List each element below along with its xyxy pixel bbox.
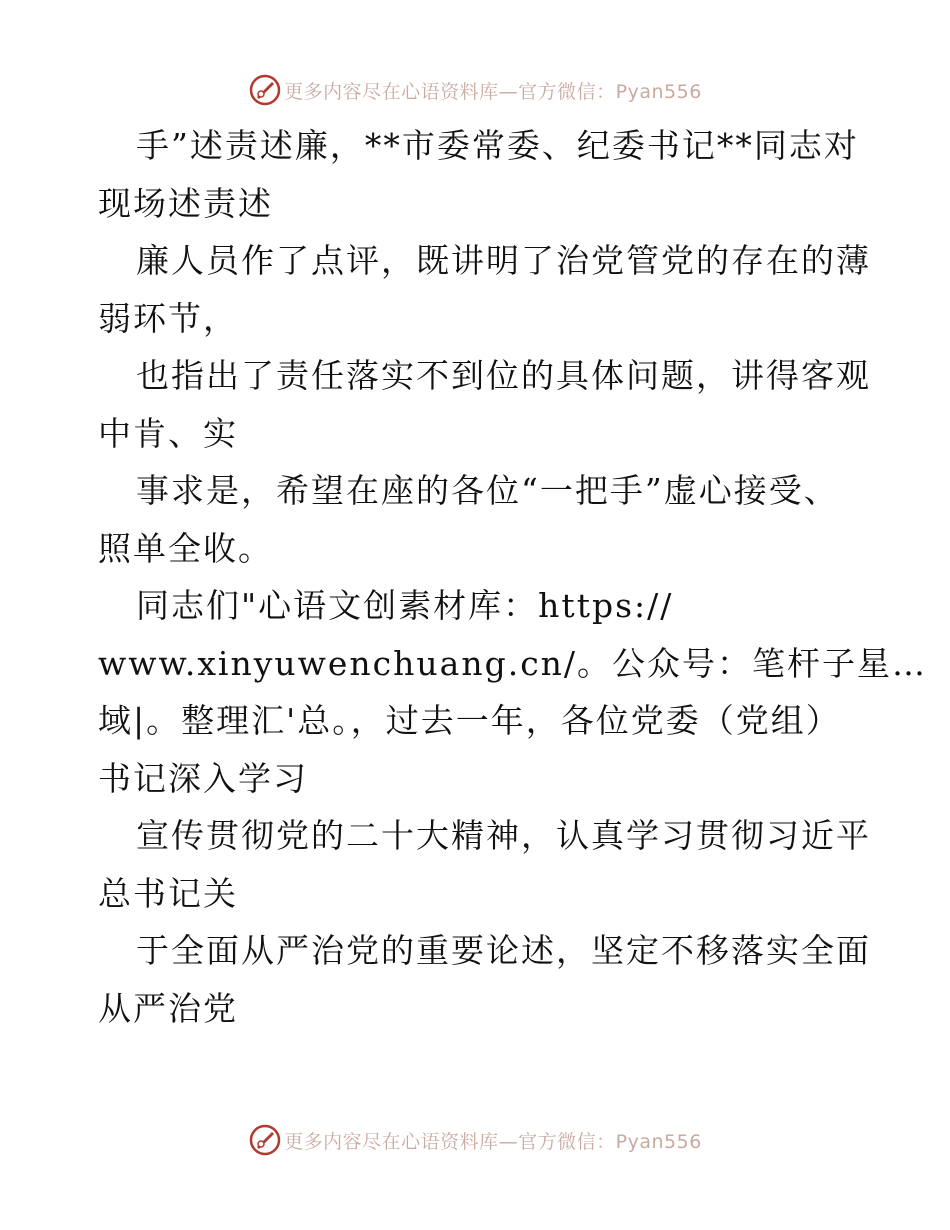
- text-line: 中肯、实: [98, 413, 238, 453]
- text-line: 廉人员作了点评，既讲明了治党管党的存在的薄: [136, 241, 871, 280]
- quill-logo-icon: [248, 1123, 282, 1157]
- text-line: 事求是，希望在座的各位“一把手”虚心接受、: [136, 471, 839, 510]
- text-line: 域|。整理汇'总。，过去一年，各位党委（党组）: [98, 701, 841, 740]
- text-line: 同志们"心语文创素材库：https://: [136, 586, 674, 625]
- text-line: 于全面从严治党的重要论述，坚定不移落实全面: [136, 931, 871, 970]
- footer-watermark: [0, 1120, 950, 1160]
- footer-watermark-text: 更多内容尽在心语资料库—官方微信：Pyan556: [284, 1130, 702, 1153]
- text-line: 书记深入学习: [98, 758, 308, 798]
- header-watermark-text: 更多内容尽在心语资料库—官方微信：Pyan556: [284, 80, 702, 103]
- text-line: 从严治党: [98, 988, 238, 1028]
- header-watermark: [0, 70, 950, 110]
- text-line: 手”述责述廉，**市委常委、纪委书记**同志对: [136, 126, 859, 165]
- text-line: 宣传贯彻党的二十大精神，认真学习贯彻习近平: [136, 816, 871, 855]
- quill-logo-icon: [248, 73, 282, 107]
- text-line: 总书记关: [98, 873, 238, 913]
- text-line: 现场述责述: [98, 183, 273, 223]
- text-line: 也指出了责任落实不到位的具体问题，讲得客观: [136, 356, 871, 395]
- text-line: 照单全收。: [98, 528, 273, 568]
- text-line: www.xinyuwenchuang.cn/。公众号：笔杆子星…: [98, 643, 928, 683]
- document-body: [98, 117, 928, 1037]
- text-line: 弱环节，: [98, 298, 238, 338]
